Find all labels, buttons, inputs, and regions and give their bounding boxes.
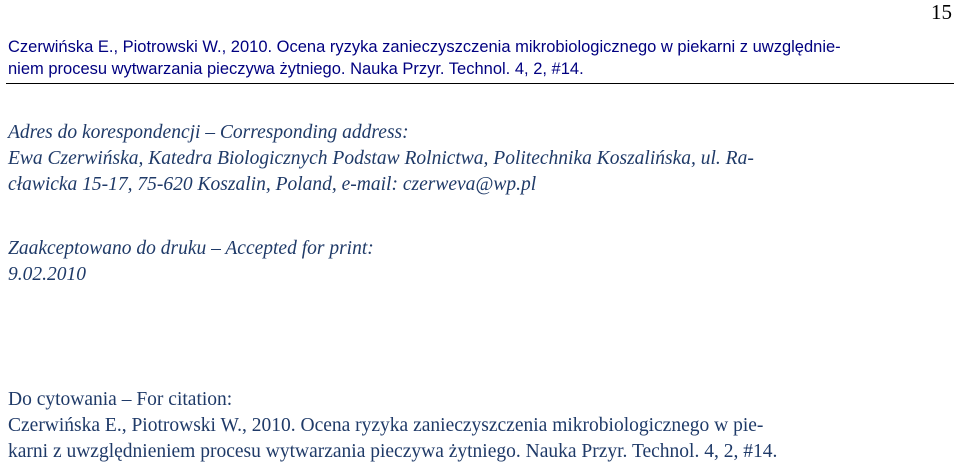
citation-section xyxy=(8,387,954,465)
citation-title: Do cytowania – For citation: xyxy=(8,389,233,410)
running-header xyxy=(8,36,954,80)
header-line-2: niem procesu wytwarzania pieczywa żytniego. Nauka Przyr. Technol. 4, 2, #14. xyxy=(8,60,584,78)
header-line-1: Czerwińska E., Piotrowski W., 2010. Ocena ryzyka zanieczyszczenia mikrobiologicznego w piekarni z uwzględnie- xyxy=(8,38,841,56)
accepted-section xyxy=(8,236,954,288)
header-divider xyxy=(6,83,954,84)
accepted-date: 9.02.2010 xyxy=(8,264,86,285)
citation-line-2: karni z uwzględnieniem procesu wytwarzania pieczywa żytniego. Nauka Przyr. Technol. 4, 2, #14. xyxy=(8,441,778,462)
accepted-title: Zaakceptowano do druku – Accepted for print: xyxy=(8,238,374,259)
correspondence-line-2: cławicka 15-17, 75-620 Koszalin, Poland, e-mail: czerweva@wp.pl xyxy=(8,174,537,195)
correspondence-line-1: Ewa Czerwińska, Katedra Biologicznych Podstaw Rolnictwa, Politechnika Koszalińska, ul. Ra- xyxy=(8,148,754,169)
correspondence-title: Adres do korespondencji – Corresponding address: xyxy=(8,122,409,143)
page-number: 15 xyxy=(931,0,952,24)
citation-line-1: Czerwińska E., Piotrowski W., 2010. Ocena ryzyka zanieczyszczenia mikrobiologicznego w pie- xyxy=(8,415,764,436)
correspondence-section xyxy=(8,120,954,198)
